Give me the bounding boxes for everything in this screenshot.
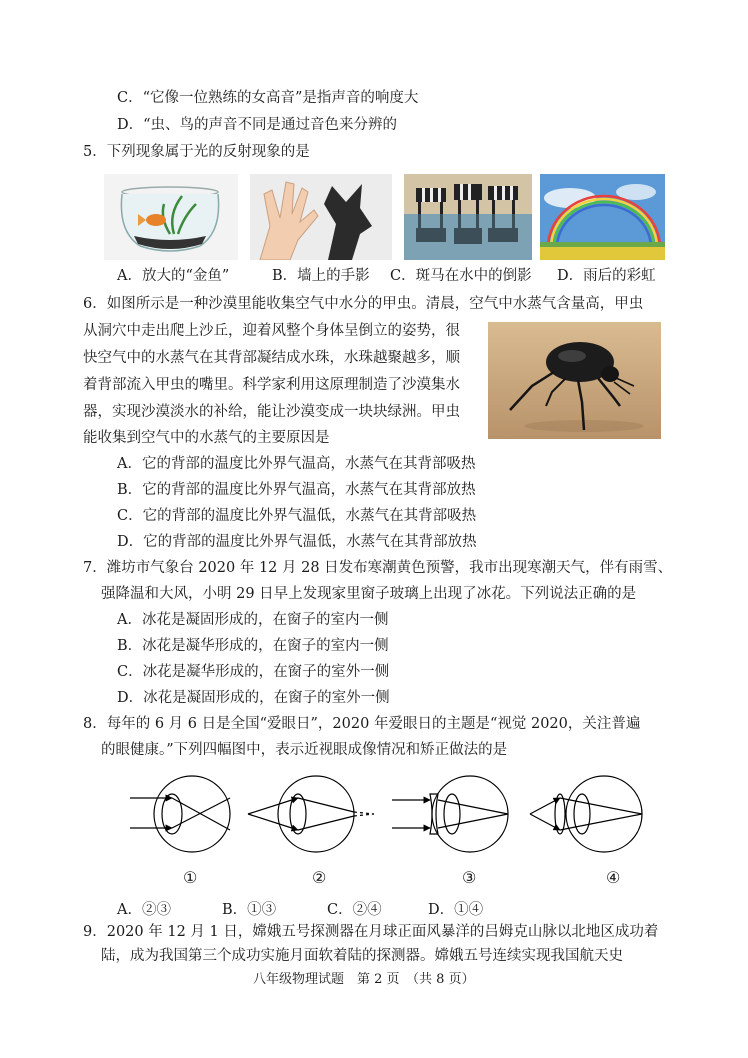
q8-option-c: C．②④ (327, 902, 382, 918)
q6-option-d: D．它的背部的温度比外界气温低，水蒸气在其背部放热 (117, 534, 477, 550)
q6-stem-line-6: 能收集到空气中的水蒸气的主要原因是 (83, 430, 330, 446)
eye-diagram-4 (530, 776, 642, 852)
q8-stem-line-1: 8．每年的 6 月 6 日是全国“爱眼日”，2020 年爱眼日的主题是“视觉 2020，关注普遍 (83, 716, 641, 732)
q7-option-a: A．冰花是凝固形成的，在窗子的室内一侧 (117, 612, 389, 628)
q7-stem-line-2: 强降温和大风，小明 29 日早上发现家里窗子玻璃上出现了冰花。下列说法正确的是 (101, 586, 637, 602)
q5-option-c: C．斑马在水中的倒影 (390, 268, 532, 284)
q6-option-c: C．它的背部的温度比外界气温低，水蒸气在其背部吸热 (117, 508, 477, 524)
q6-stem-line-1: 6．如图所示是一种沙漠里能收集空气中水分的甲虫。清晨，空气中水蒸气含量高，甲虫 (83, 296, 644, 312)
q6-stem-line-2: 从洞穴中走出爬上沙丘，迎着风整个身体呈倒立的姿势，很 (83, 323, 460, 339)
eye-diagrams (120, 768, 650, 864)
eye-diagram-2 (248, 776, 374, 852)
figure-label-2: ② (312, 868, 327, 887)
page-footer: 八年级物理试题 第 2 页 （共 8 页） (253, 972, 475, 987)
eye-diagram-1 (130, 776, 230, 852)
q8-option-a: A．②③ (117, 902, 171, 918)
q5-option-b: B．墙上的手影 (272, 268, 370, 284)
q4-option-d: D．“虫、鸟的声音不同是通过音色来分辨的 (117, 117, 398, 133)
desert-beetle-photo (488, 322, 661, 439)
q4-option-c: C．“它像一位熟练的女高音”是指声音的响度大 (117, 90, 419, 106)
fishbowl-photo (104, 174, 238, 260)
rainbow-photo (540, 174, 665, 260)
q6-stem-line-3: 快空气中的水蒸气在其背部凝结成水珠，水珠越聚越多，顺 (83, 350, 460, 366)
q9-stem-line-1: 9．2020 年 12 月 1 日，嫦娥五号探测器在月球正面风暴洋的吕姆克山脉以北地区成功着 (83, 924, 659, 940)
q7-option-d: D．冰花是凝固形成的，在窗子的室外一侧 (117, 690, 390, 706)
q8-stem-line-2: 的眼健康。”下列四幅图中，表示近视眼成像情况和矫正做法的是 (101, 742, 508, 758)
q5-stem: 5．下列现象属于光的反射现象的是 (83, 144, 310, 160)
q6-stem-line-4: 着背部流入甲虫的嘴里。科学家利用这原理制造了沙漠集水 (83, 377, 460, 393)
q6-option-a: A．它的背部的温度比外界气温高，水蒸气在其背部吸热 (117, 456, 476, 472)
eye-diagram-3 (392, 776, 508, 852)
figure-label-1: ① (183, 868, 198, 887)
q6-stem-line-5: 器，实现沙漠淡水的补给，能让沙漠变成一块块绿洲。甲虫 (83, 404, 460, 420)
zebra-reflection-photo (404, 174, 532, 260)
hand-shadow-photo (250, 174, 392, 260)
q9-stem-line-2: 陆，成为我国第三个成功实施月面软着陆的探测器。嫦娥五号连续实现我国航天史 (101, 948, 623, 964)
q7-option-b: B．冰花是凝华形成的，在窗子的室内一侧 (117, 638, 389, 654)
q8-option-b: B．①③ (222, 902, 277, 918)
figure-label-4: ④ (606, 868, 621, 887)
q5-option-a: A．放大的“金鱼” (117, 268, 230, 284)
q8-option-d: D．①④ (428, 902, 484, 918)
figure-label-3: ③ (462, 868, 477, 887)
q7-stem-line-1: 7．潍坊市气象台 2020 年 12 月 28 日发布寒潮黄色预警，我市出现寒潮天气，伴有雨雪、 (83, 560, 673, 576)
q5-option-d: D．雨后的彩虹 (557, 268, 656, 284)
q7-option-c: C．冰花是凝华形成的，在窗子的室外一侧 (117, 664, 390, 680)
q6-option-b: B．它的背部的温度比外界气温高，水蒸气在其背部放热 (117, 482, 476, 498)
